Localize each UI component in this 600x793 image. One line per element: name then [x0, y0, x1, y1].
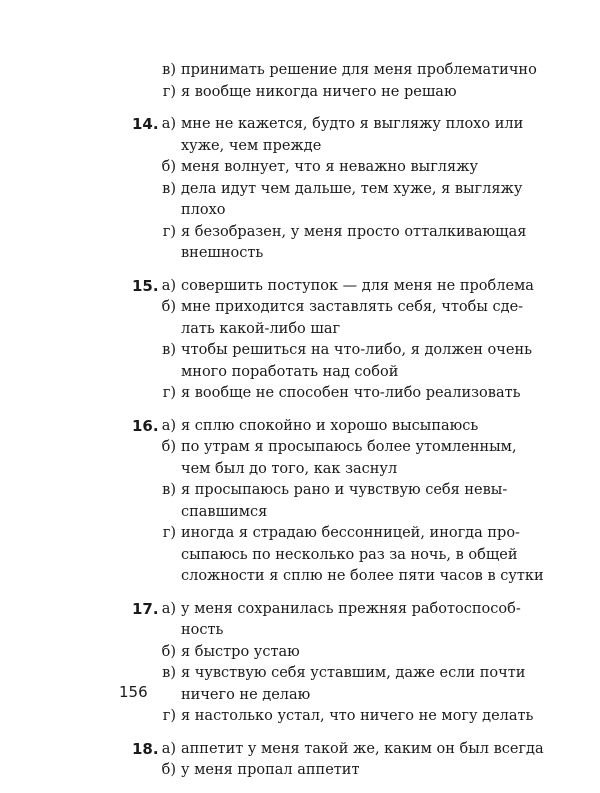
answer-option: [0, 82, 600, 104]
option-letter: а): [161, 417, 176, 434]
option-letter: г): [162, 385, 176, 401]
answer-option: [0, 480, 600, 523]
option-letter: г): [162, 525, 176, 541]
option-letter: г): [162, 83, 176, 100]
option-text-line: хуже, чем прежде: [181, 137, 322, 154]
answer-option: [0, 739, 600, 761]
question-number: 14.: [132, 115, 159, 133]
option-letter: а): [161, 600, 176, 617]
option-text-line: ничего не делаю: [181, 686, 311, 703]
option-letter: б): [161, 762, 176, 778]
option-text-line: много поработать над собой: [181, 363, 399, 380]
option-text-line: лать какой-либо шаг: [181, 320, 341, 337]
answer-option: [0, 340, 600, 383]
option-letter: в): [162, 180, 176, 197]
option-text-line: принимать решение для меня проблематично: [181, 62, 537, 78]
question-block: [0, 599, 600, 728]
answer-option: [0, 276, 600, 298]
option-letter: а): [161, 277, 176, 294]
option-text-line: чтобы решиться на что-либо, я должен очень: [181, 342, 533, 358]
option-letter: в): [162, 342, 176, 358]
question-block: [0, 739, 600, 782]
option-text-line: ность: [181, 622, 224, 638]
answer-option: [0, 523, 600, 588]
option-letter: б): [161, 299, 176, 315]
option-text-line: плохо: [181, 202, 226, 218]
question-number: 16.: [132, 416, 159, 435]
option-text-line: аппетит у меня такой же, каким он был всегда: [181, 740, 544, 757]
answer-option: [0, 642, 600, 664]
option-letter: б): [161, 159, 176, 175]
page-number: 156: [119, 683, 148, 701]
answer-option: [0, 297, 600, 340]
question-number: 17.: [132, 599, 159, 618]
option-text-line: иногда я страдаю бессонницей, иногда про-: [181, 525, 520, 541]
option-text-line: мне приходится заставлять себя, чтобы сде-: [181, 299, 524, 315]
option-text-line: я настолько устал, что ничего не могу делать: [181, 708, 534, 724]
answer-option: [0, 383, 600, 405]
question-block: [0, 276, 600, 405]
answer-option: [0, 179, 600, 222]
option-text-line: у меня пропал аппетит: [181, 762, 360, 778]
option-text-line: я безобразен, у меня просто отталкивающая: [181, 223, 527, 240]
question-number: 18.: [132, 739, 159, 758]
option-letter: г): [162, 708, 176, 724]
option-letter: б): [161, 643, 176, 660]
option-text-line: внешность: [181, 245, 264, 261]
option-text-line: я вообще не способен что-либо реализовать: [181, 385, 521, 401]
option-letter: в): [162, 665, 176, 681]
option-text-line: я чувствую себя уставшим, даже если почти: [181, 665, 526, 681]
answer-option: [0, 663, 600, 706]
question-block: [0, 60, 600, 103]
answer-option: [0, 706, 600, 728]
question-block: [0, 416, 600, 588]
option-text-line: сыпаюсь по несколько раз за ночь, в общей: [181, 546, 518, 563]
option-letter: г): [162, 223, 176, 240]
answer-option: [0, 157, 600, 179]
answer-option: [0, 114, 600, 157]
option-text-line: сложности я сплю не более пяти часов в сутки: [181, 568, 544, 584]
option-text-line: я быстро устаю: [181, 643, 300, 660]
answer-option: [0, 222, 600, 265]
option-letter: в): [162, 62, 176, 78]
option-text-line: чем был до того, как заснул: [181, 460, 398, 477]
option-text-line: я сплю спокойно и хорошо высыпаюсь: [181, 417, 479, 434]
option-text-line: дела идут чем дальше, тем хуже, я выгляжу: [181, 180, 523, 197]
answer-option: [0, 760, 600, 782]
answer-option: [0, 599, 600, 642]
option-text-line: по утрам я просыпаюсь более утомленным,: [181, 439, 517, 455]
option-letter: б): [161, 439, 176, 455]
option-letter: а): [161, 116, 176, 132]
option-text-line: мне не кажется, будто я выгляжу плохо или: [181, 116, 524, 132]
question-number: 15.: [132, 276, 159, 295]
option-text-line: у меня сохранилась прежняя работоспособ-: [181, 600, 521, 617]
questionnaire: [0, 60, 600, 793]
answer-option: [0, 437, 600, 480]
answer-option: [0, 416, 600, 438]
option-letter: в): [162, 482, 176, 498]
option-text-line: меня волнует, что я неважно выгляжу: [181, 159, 479, 175]
answer-option: [0, 60, 600, 82]
option-letter: а): [161, 740, 176, 757]
option-text-line: я просыпаюсь рано и чувствую себя невы-: [181, 482, 508, 498]
option-text-line: совершить поступок — для меня не проблема: [181, 277, 534, 294]
option-text-line: спавшимся: [181, 503, 268, 520]
question-block: [0, 114, 600, 265]
option-text-line: я вообще никогда ничего не решаю: [181, 83, 457, 100]
